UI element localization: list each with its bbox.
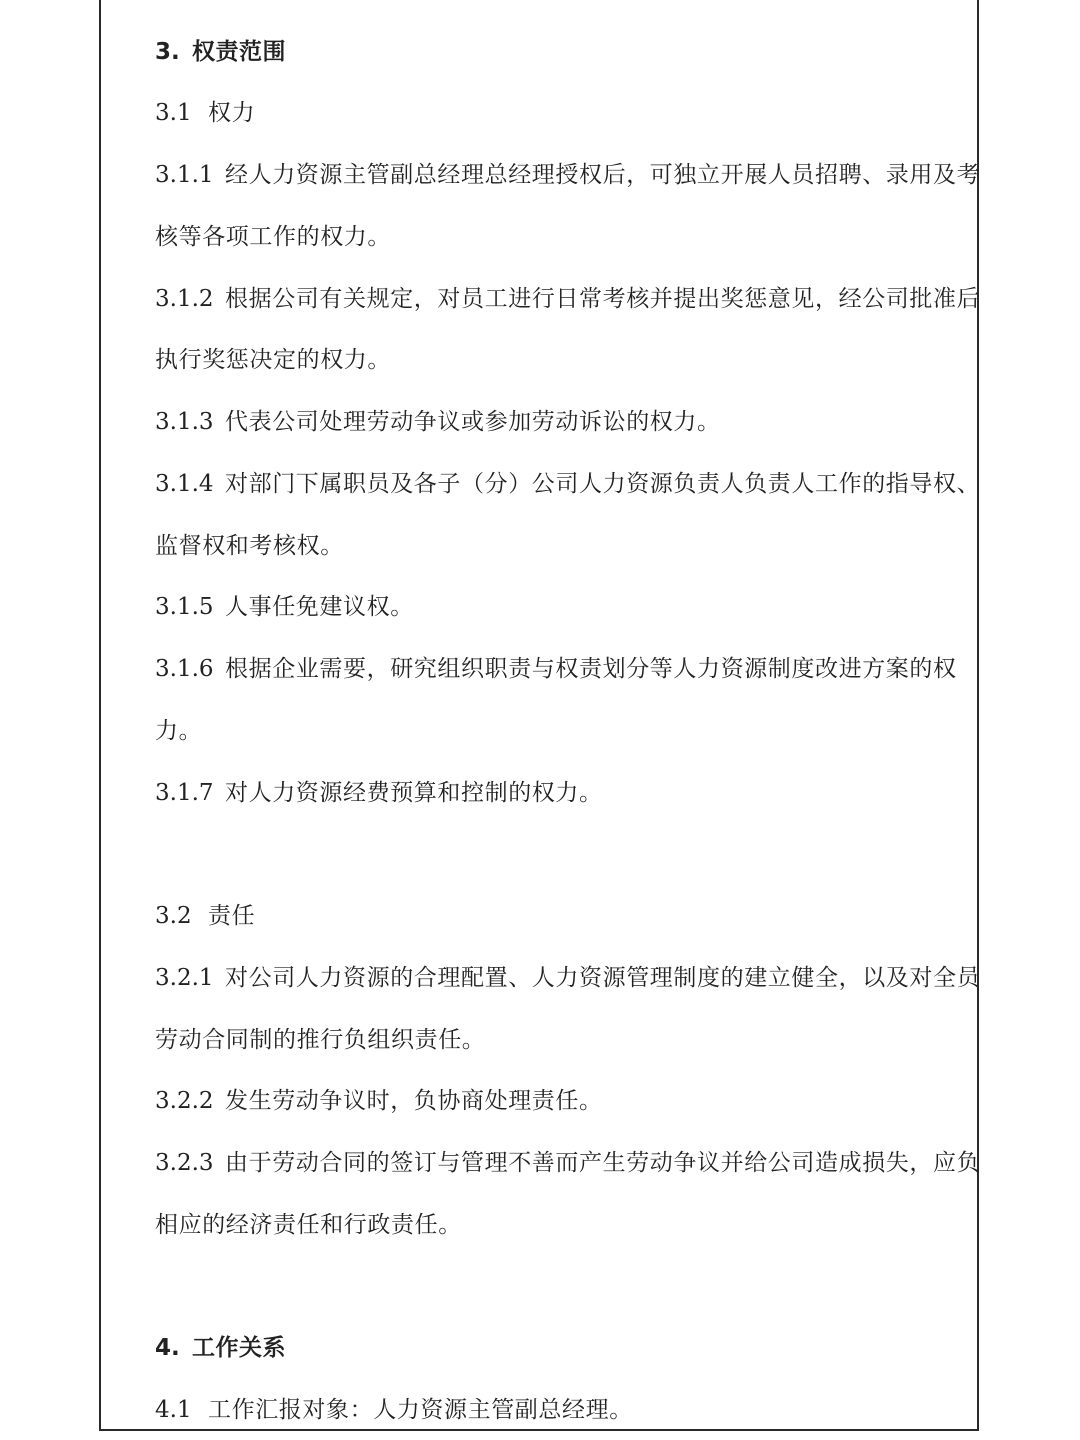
clause-3-1-5 — [155, 592, 970, 622]
clause-number: 3.1.6 — [155, 656, 214, 682]
clause-3-1-4-continuation: 监督权和考核权。 — [155, 533, 344, 559]
clause-text: 根据公司有关规定，对员工进行日常考核并提出奖惩意见，经公司批准后 — [225, 286, 981, 312]
clause-number: 3.1.7 — [155, 780, 214, 806]
section-number: 3. — [155, 39, 180, 65]
clause-3-2-3 — [155, 1148, 981, 1178]
subsection-number: 3.1 — [155, 100, 192, 126]
clause-text: 发生劳动争议时，负协商处理责任。 — [225, 1088, 603, 1114]
subsection-title: 权力 — [208, 100, 256, 126]
clause-text: 对人力资源经费预算和控制的权力。 — [225, 780, 603, 806]
clause-number: 3.2.3 — [155, 1150, 214, 1176]
section-number: 4. — [155, 1335, 180, 1361]
clause-3-2-2 — [155, 1086, 970, 1116]
clause-text: 由于劳动合同的签订与管理不善而产生劳动争议并给公司造成损失，应负 — [225, 1150, 981, 1176]
clause-3-1-3 — [155, 407, 970, 437]
clause-3-2-3-continuation: 相应的经济责任和行政责任。 — [155, 1212, 462, 1238]
clause-number: 3.1.3 — [155, 409, 214, 435]
clause-3-1-7 — [155, 778, 970, 808]
subsection-number: 3.2 — [155, 903, 192, 929]
subsection-title: 责任 — [208, 903, 256, 929]
subsection-number: 4.1 — [155, 1397, 192, 1423]
clause-text: 对公司人力资源的合理配置、人力资源管理制度的建立健全，以及对全员 — [225, 965, 981, 991]
section-heading-3 — [155, 37, 970, 67]
clause-3-2-1-continuation: 劳动合同制的推行负组织责任。 — [155, 1027, 486, 1053]
subsection-heading-3-1 — [155, 98, 970, 128]
clause-3-2-1 — [155, 963, 981, 993]
clause-number: 3.1.5 — [155, 594, 214, 620]
clause-text: 根据企业需要，研究组织职责与权责划分等人力资源制度改进方案的权 — [225, 656, 957, 682]
clause-number: 3.2.2 — [155, 1088, 214, 1114]
clause-3-1-6 — [155, 654, 970, 684]
clause-number: 3.2.1 — [155, 965, 214, 991]
clause-number: 3.1.4 — [155, 471, 214, 497]
subsection-title: 工作汇报对象：人力资源主管副总经理。 — [208, 1397, 633, 1423]
section-heading-4 — [155, 1333, 970, 1363]
clause-text: 经人力资源主管副总经理总经理授权后，可独立开展人员招聘、录用及考 — [225, 162, 981, 188]
clause-number: 3.1.1 — [155, 162, 214, 188]
clause-3-1-6-continuation: 力。 — [155, 718, 203, 744]
section-title: 权责范围 — [192, 39, 286, 65]
clause-3-1-2 — [155, 284, 981, 314]
clause-3-1-2-continuation: 执行奖惩决定的权力。 — [155, 347, 391, 373]
clause-text: 对部门下属职员及各子（分）公司人力资源负责人负责人工作的指导权、 — [225, 471, 981, 497]
subsection-heading-4-1 — [155, 1395, 970, 1425]
clause-number: 3.1.2 — [155, 286, 214, 312]
clause-3-1-1 — [155, 160, 981, 190]
clause-text: 人事任免建议权。 — [225, 594, 414, 620]
clause-3-1-4 — [155, 469, 981, 499]
clause-text: 代表公司处理劳动争议或参加劳动诉讼的权力。 — [225, 409, 721, 435]
subsection-heading-3-2 — [155, 901, 970, 931]
clause-3-1-1-continuation: 核等各项工作的权力。 — [155, 224, 391, 250]
section-title: 工作关系 — [192, 1335, 286, 1361]
